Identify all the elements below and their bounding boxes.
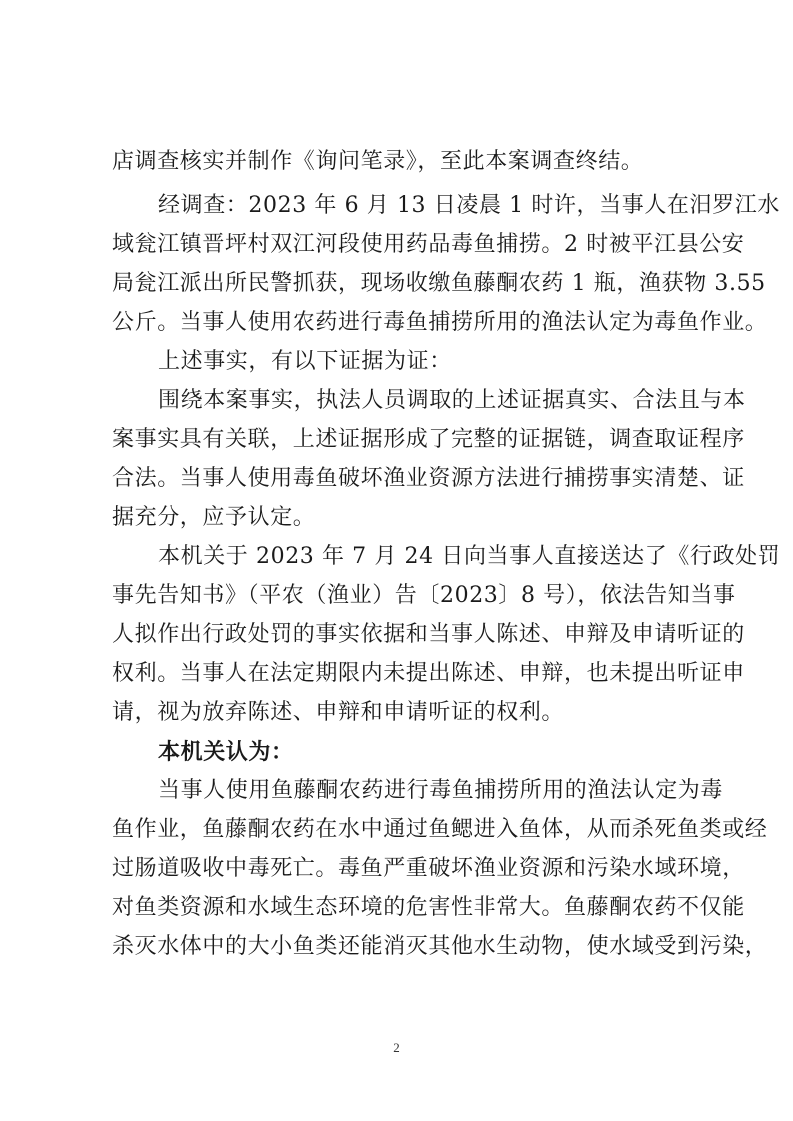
text-line: 请，视为放弃陈述、申辩和申请听证的权利。	[112, 700, 565, 725]
text-line: 合法。当事人使用毒鱼破坏渔业资源方法进行捕捞事实清楚、证	[112, 466, 745, 491]
page-number: 2	[393, 1040, 400, 1055]
text-line: 围绕本案事实，执法人员调取的上述证据真实、合法且与本	[158, 388, 746, 413]
text-line: 上述事实，有以下证据为证：	[158, 349, 452, 374]
text-line: 店调查核实并制作《询问笔录》，至此本案调查终结。	[112, 149, 644, 174]
text-line: 公斤。当事人使用农药进行毒鱼捕捞所用的渔法认定为毒鱼作业。	[112, 310, 768, 335]
text-line: 事先告知书》（平农（渔业）告〔2023〕8 号），依法告知当事	[112, 583, 736, 608]
text-line: 过肠道吸收中毒死亡。毒鱼严重破坏渔业资源和污染水域环境，	[112, 856, 745, 881]
text-line: 鱼作业，鱼藤酮农药在水中通过鱼鳃进入鱼体，从而杀死鱼类或经	[112, 817, 768, 842]
text-line: 杀灭水体中的大小鱼类还能消灭其他水生动物，使水域受到污染，	[112, 934, 768, 959]
text-line: 本机关于 2023 年 7 月 24 日向当事人直接送达了《行政处罚	[158, 544, 781, 569]
text-line: 据充分，应予认定。	[112, 505, 316, 530]
text-line: 权利。当事人在法定期限内未提出陈述、申辩，也未提出听证申	[112, 661, 745, 686]
text-line: 对鱼类资源和水域生态环境的危害性非常大。鱼藤酮农药不仅能	[112, 895, 745, 920]
text-line: 经调查：2023 年 6 月 13 日凌晨 1 时许，当事人在汨罗江水	[158, 193, 780, 218]
text-line: 局瓮江派出所民警抓获，现场收缴鱼藤酮农药 1 瓶，渔获物 3.55	[112, 271, 766, 296]
text-line: 当事人使用鱼藤酮农药进行毒鱼捕捞所用的渔法认定为毒	[158, 778, 724, 803]
text-line: 域瓮江镇晋坪村双江河段使用药品毒鱼捕捞。2 时被平江县公安	[112, 232, 745, 257]
text-line: 案事实具有关联，上述证据形成了完整的证据链，调查取证程序	[112, 427, 745, 452]
text-line: 人拟作出行政处罚的事实依据和当事人陈述、申辩及申请听证的	[112, 622, 745, 647]
section-heading: 本机关认为：	[158, 739, 294, 765]
